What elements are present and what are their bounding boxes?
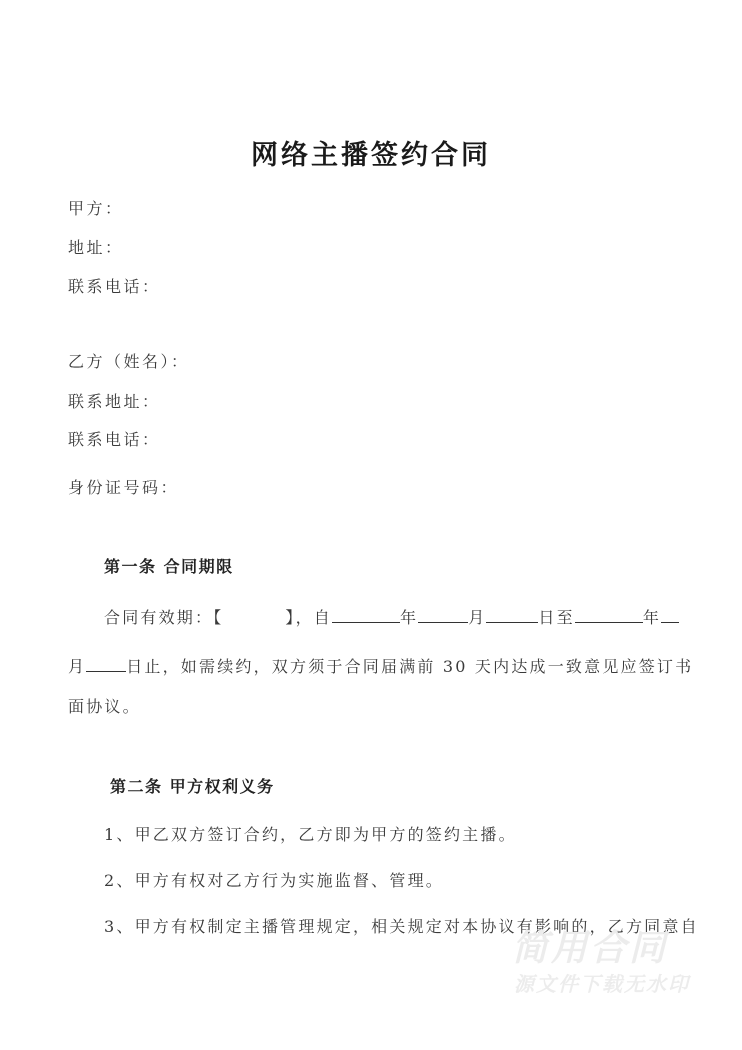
article2-item-1: 1、甲乙双方签订合约，乙方即为甲方的签约主播。 (104, 825, 517, 844)
start-day-blank[interactable] (486, 606, 538, 623)
document-title: 网络主播签约合同 (251, 140, 491, 171)
year-label-2: 年 (642, 608, 662, 627)
watermark-tagline: 源文件下载无水印 (514, 972, 690, 996)
article1-heading: 第一条 合同期限 (104, 557, 234, 576)
term-duration-blank[interactable] (223, 607, 285, 623)
article1-term-line (104, 606, 679, 628)
article2-heading: 第二条 甲方权利义务 (110, 777, 275, 796)
term-bracket-close: 】，自 (285, 608, 333, 627)
start-year-blank[interactable] (332, 606, 400, 623)
party-a-phone-label: 联系电话： (68, 277, 161, 296)
month-label-1: 月 (468, 608, 487, 627)
year-label-1: 年 (400, 608, 419, 627)
article1-term-line-3: 面协议。 (68, 697, 141, 716)
party-b-phone-label: 联系电话： (68, 430, 161, 449)
party-b-id-label: 身份证号码： (68, 478, 180, 497)
term-prefix: 合同有效期：【 (104, 608, 224, 627)
party-a-name-label: 甲方： (68, 199, 124, 218)
watermark-brand: 简用合同 (512, 928, 669, 969)
day-to-label: 日至 (538, 608, 575, 627)
party-b-address-label: 联系地址： (68, 392, 161, 411)
month-label-2: 月 (68, 657, 87, 676)
article1-term-line-2 (68, 655, 693, 677)
article2-item-2: 2、甲方有权对乙方行为实施监督、管理。 (104, 871, 444, 890)
article2-item-3: 3、甲方有权制定主播管理规定，相关规定对本协议有影响的，乙方同意自 (104, 917, 699, 936)
end-day-blank[interactable] (86, 655, 126, 672)
end-month-blank-start[interactable] (661, 606, 679, 623)
end-year-blank[interactable] (575, 606, 643, 623)
start-month-blank[interactable] (418, 606, 468, 623)
party-a-address-label: 地址： (68, 238, 124, 257)
party-b-name-label: 乙方（姓名）： (68, 352, 190, 371)
term-renewal-text: 日止，如需续约，双方须于合同届满前 30 天内达成一致意见应签订书 (126, 657, 694, 676)
